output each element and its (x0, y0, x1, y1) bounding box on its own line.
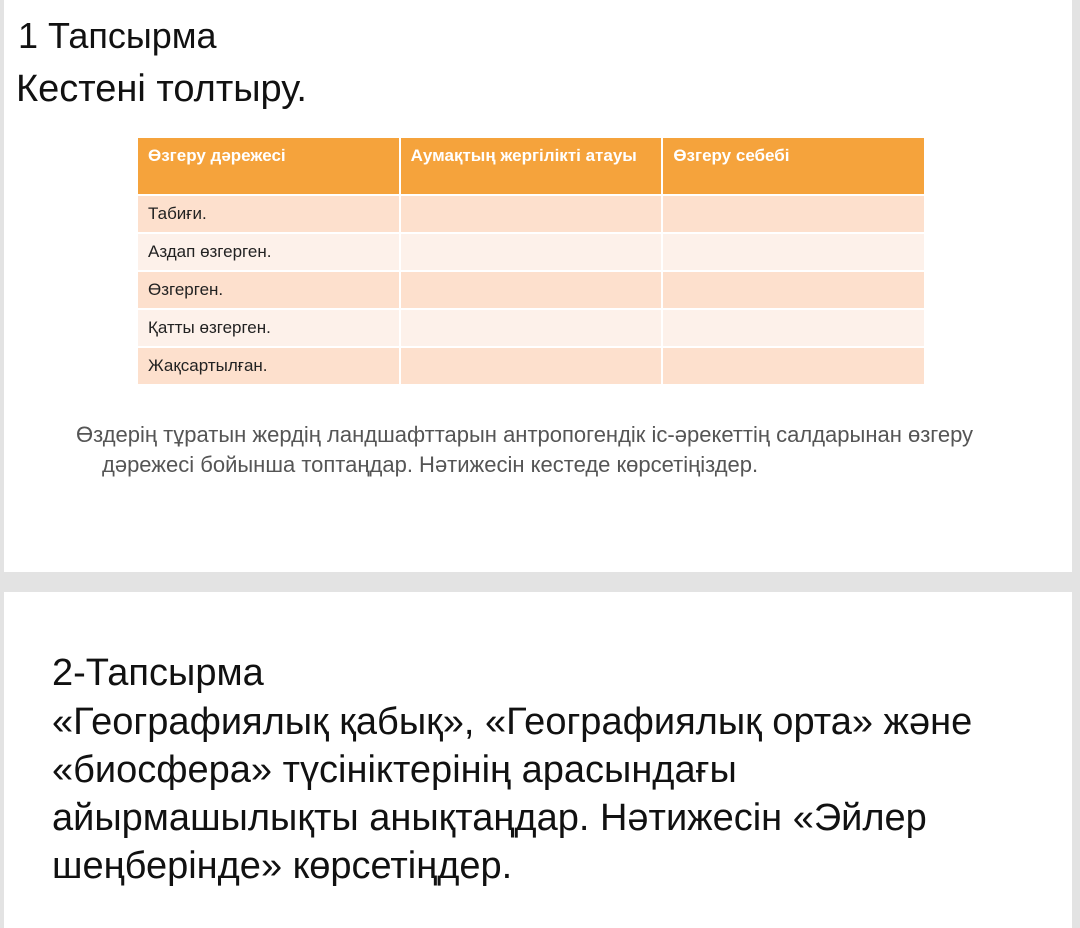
table-cell: Табиғи. (137, 195, 400, 233)
table-cell (662, 233, 925, 271)
table-row (137, 347, 925, 385)
table-cell (662, 195, 925, 233)
table-cell (400, 233, 663, 271)
task1-description: Өздерің тұратын жердің ландшафттарын антропогендік іс-әрекеттің салдарынан өзгеру дәрежесі бойынша топтаңдар. Нәтижесін кестеде көрсетіңіздер. (76, 422, 974, 477)
table-cell: Аздап өзгерген. (137, 233, 400, 271)
header-change-reason: Өзгеру себебі (662, 137, 925, 195)
task2-card (4, 592, 1072, 928)
table-cell (662, 309, 925, 347)
task1-subtitle: Кестені толтыру. (16, 68, 307, 110)
table-cell: Жақсартылған. (137, 347, 400, 385)
task1-card (4, 0, 1072, 572)
table-cell: Қатты өзгерген. (137, 309, 400, 347)
table-cell (662, 271, 925, 309)
task2-title: 2-Тапсырма (52, 652, 264, 694)
table-header-row (137, 137, 925, 195)
table-cell (400, 309, 663, 347)
table-row (137, 233, 925, 271)
table-cell (400, 347, 663, 385)
table-row (137, 271, 925, 309)
table-cell (400, 195, 663, 233)
task2-body: «Географиялық қабық», «Географиялық орта» және «биосфера» түсініктерінің арасындағы айырмашылықты анықтаңдар. Нәтижесін «Эйлер шеңберінде» көрсетіңдер. (52, 701, 973, 887)
table-cell (662, 347, 925, 385)
table-cell (400, 271, 663, 309)
task1-title: 1 Тапсырма (18, 15, 217, 56)
landscape-table (136, 136, 926, 386)
header-local-name: Аумақтың жергілікті атауы (400, 137, 663, 195)
table-row (137, 195, 925, 233)
header-change-degree: Өзгеру дәрежесі (137, 137, 400, 195)
table-cell: Өзгерген. (137, 271, 400, 309)
table-row (137, 309, 925, 347)
